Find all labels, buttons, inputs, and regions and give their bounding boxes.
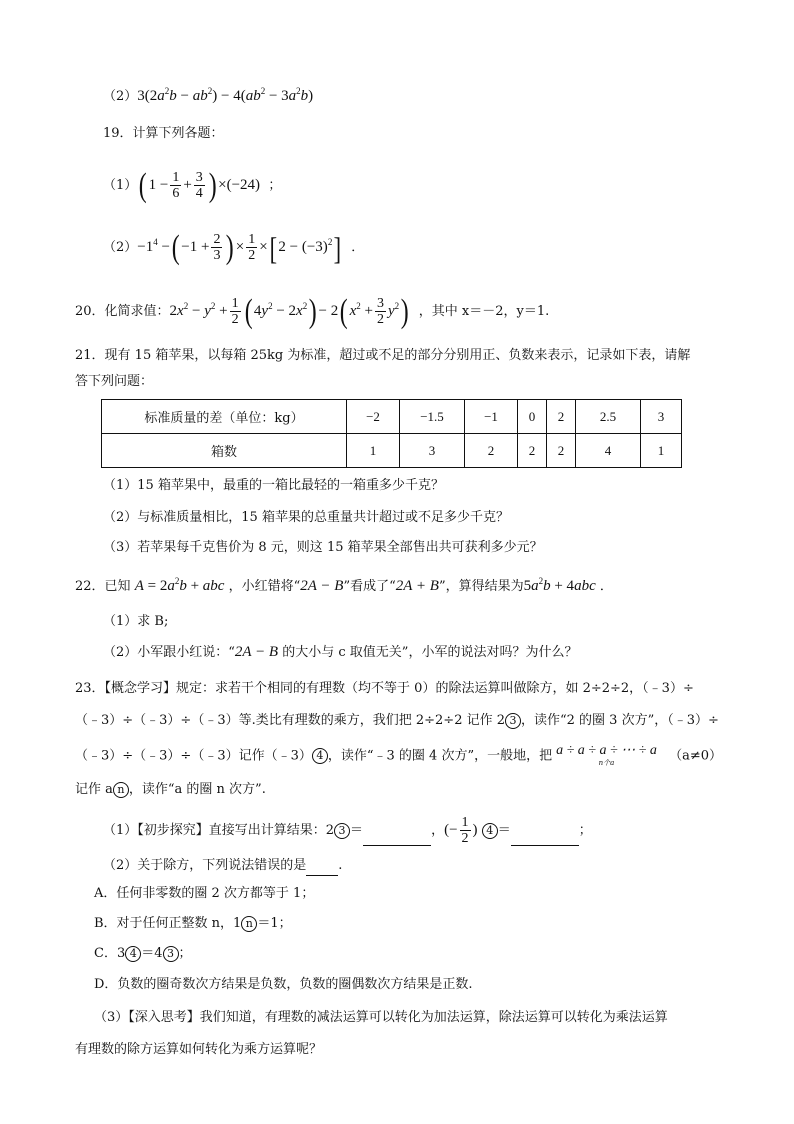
- table-cell: 2: [547, 400, 576, 434]
- q23-line1: 23．【概念学习】规定：求若干个相同的有理数（均不等于 0）的除法运算叫做除方，如 2÷2÷2，（﹣3）÷: [75, 681, 694, 696]
- q23-line2: [75, 711, 719, 731]
- circled-three-symbol: 3: [163, 946, 179, 962]
- q23-sub2-text: （2）关于除方，下列说法错误的是: [103, 858, 307, 873]
- table-cell: 0: [518, 400, 547, 434]
- table-cell: 3: [400, 434, 465, 468]
- q22-text: ，小红错将“: [228, 579, 301, 594]
- table-header-cell: 标准质量的差（单位：kg）: [102, 400, 347, 434]
- q19-part1-label: （1）: [103, 178, 138, 193]
- table-cell: 1: [641, 434, 682, 468]
- circled-n-symbol: n: [113, 782, 129, 798]
- option-d: D．负数的圈奇数次方结果是负数，负数的圈偶数次方结果是正数.: [94, 977, 473, 992]
- q23-sub1-text: ，: [431, 823, 445, 838]
- q22-statement: 22．已知 $A = 2a^2b$ + abc ，小红错将“2A − B”看成了“2A + B”，算得结果为$5a^2b + 4abc$ ．: [75, 576, 613, 594]
- circled-three-symbol: 3: [505, 713, 521, 729]
- q23-sub1-text: ；: [578, 823, 592, 838]
- q20-label: 20．化简求值：: [75, 304, 170, 319]
- q20-expression: $2x^2 - y^2$ +: [169, 301, 228, 319]
- q19-part2-label: （2）: [103, 240, 138, 255]
- q23-line3: [75, 743, 722, 769]
- option-c: [94, 944, 192, 964]
- weight-table: [101, 399, 682, 468]
- q21-sub1: （1）15 箱苹果中，最重的一箱比最轻的一箱重多少千克？: [103, 478, 444, 493]
- option-c-text: ＝4: [141, 946, 163, 961]
- q21-line1: 21．现有 15 箱苹果，以每箱 25kg 为标准，超过或不足的部分分别用正、负数来表示，记录如下表，请解: [75, 348, 691, 363]
- q23-sub1-text: （1）【初步探究】直接写出计算结果：2: [103, 823, 335, 838]
- q23-text: ，读作“a 的圈 n 次方”.: [128, 782, 266, 797]
- table-cell: 2.5: [576, 400, 641, 434]
- q23-text: （﹣3）÷（﹣3）÷（﹣3）等.类比有理数的乘方，我们把 2÷2÷2 记作 2: [75, 713, 505, 728]
- q23-text: 记作 a: [75, 782, 113, 797]
- q18-part2: [103, 86, 313, 107]
- q22-prefix: 22．已知: [75, 579, 131, 594]
- option-b: [94, 914, 292, 934]
- circled-n-symbol: n: [241, 916, 257, 932]
- circled-four-symbol: 4: [482, 823, 498, 839]
- q23-text: ，读作“2 的圈 3 次方”，（﹣3）÷: [521, 713, 719, 728]
- circled-four-symbol: 4: [125, 946, 141, 962]
- q22-text: ”看成了“: [343, 579, 396, 594]
- q22-text: ”，算得结果为: [438, 579, 524, 594]
- table-cell: 2: [518, 434, 547, 468]
- q23-sub2-text: .: [338, 858, 343, 873]
- table-cell: 1: [347, 434, 400, 468]
- division-expression-under: n个a: [598, 759, 615, 767]
- option-b-text: ＝1；: [257, 916, 292, 931]
- q19-part2: $(2)-1^4$ −( −1 + $\frac{2}{3}$ ) × $\frac{1}{2}$ ×[ $2 - (-3)^2$] ．: [103, 228, 365, 266]
- circled-four-symbol: 4: [312, 748, 328, 764]
- answer-blank[interactable]: [306, 861, 338, 876]
- circled-three-symbol: 3: [334, 823, 350, 839]
- q23-text: （a≠0）: [669, 748, 723, 764]
- q21-sub3: （3）若苹果每千克售价为 8 元，则这 15 箱苹果全部售出共可获利多少元？: [103, 540, 543, 555]
- q21-line2: 答下列问题：: [75, 374, 154, 389]
- table-cell: −1.5: [400, 400, 465, 434]
- q23-sub3-line1: （3）【深入思考】我们知道，有理数的减法运算可以转化为加法运算，除法运算可以转化为乘法运算: [94, 1010, 668, 1025]
- table-cell: 3: [641, 400, 682, 434]
- q22-text: ．: [599, 579, 613, 594]
- table-row: [102, 434, 682, 468]
- table-header-cell: 箱数: [102, 434, 347, 468]
- q19-part1: （1）( 1 − $\frac{1}{6}$ + $\frac{3}{4}$ ) ×(−24) ；: [103, 166, 282, 204]
- option-b-text: B．对于任何正整数 n，1: [94, 916, 242, 931]
- q23-sub3-line2: 有理数的除方运算如何转化为乘方运算呢？: [75, 1042, 323, 1057]
- q22-sub2: （2）小军跟小红说：“2A − B 的大小与 c 取值无关”，小军的说法对吗？为什么？: [103, 644, 578, 660]
- table-cell: 4: [576, 434, 641, 468]
- q23-sub1: （1）【初步探究】直接写出计算结果：2 3 ＝ ，(− $\frac{1}{2}$ ) 4 ＝ ；: [103, 815, 592, 846]
- q23-text: ，读作“﹣3 的圈 4 次方”，一般地，把: [327, 748, 553, 764]
- q23-sub2: [103, 856, 342, 876]
- q19-title: 19．计算下列各题：: [103, 126, 224, 141]
- q18-part2-expression: $3(2a^2b - ab^2) - 4(ab^2 - 3a^2b)$: [137, 86, 314, 104]
- option-c-text: C．3: [94, 946, 126, 961]
- q23-sub1-text: ＝: [350, 823, 364, 838]
- q22-sub2-text: （2）小军跟小红说：“: [103, 645, 235, 660]
- q22-sub2-text: 的大小与 c 取值无关”，小军的说法对吗？为什么？: [282, 645, 578, 660]
- option-c-text: ；: [178, 946, 192, 961]
- table-cell: −1: [465, 400, 518, 434]
- q20: 20．化简求值：$2x^2 - y^2$ + $\frac{1}{2}$ ( $4y^2 - 2x^2) - 2$( $x^2$ + $\frac{3}{2}$ $y^2$) ，其中 x＝－2，y＝1.: [75, 292, 550, 330]
- option-a: A．任何非零数的圈 2 次方都等于 1；: [94, 886, 315, 901]
- q22-sub1: （1）求 B;: [103, 614, 169, 629]
- q23-text: （﹣3）÷（﹣3）÷（﹣3）记作（﹣3）: [75, 748, 312, 764]
- q20-condition: ，其中 x＝－2，y＝1.: [418, 304, 550, 319]
- q23-line4: [75, 780, 266, 800]
- division-expression: [556, 743, 657, 769]
- q18-part2-label: （2）: [103, 89, 138, 104]
- q19-part2-tail: ．: [351, 240, 365, 255]
- q19-part1-tail: ；: [268, 178, 282, 193]
- answer-blank[interactable]: [511, 831, 579, 846]
- answer-blank[interactable]: [363, 831, 431, 846]
- division-expression-main: a ÷ a ÷ a ÷ ⋯ ÷ a: [556, 743, 657, 758]
- q23-sub1-text: ＝: [497, 823, 511, 838]
- table-cell: 2: [547, 434, 576, 468]
- table-row: [102, 400, 682, 434]
- table-cell: 2: [465, 434, 518, 468]
- q21-sub2: （2）与标准质量相比，15 箱苹果的总重量共计超过或不足多少千克？: [103, 510, 509, 525]
- table-cell: −2: [347, 400, 400, 434]
